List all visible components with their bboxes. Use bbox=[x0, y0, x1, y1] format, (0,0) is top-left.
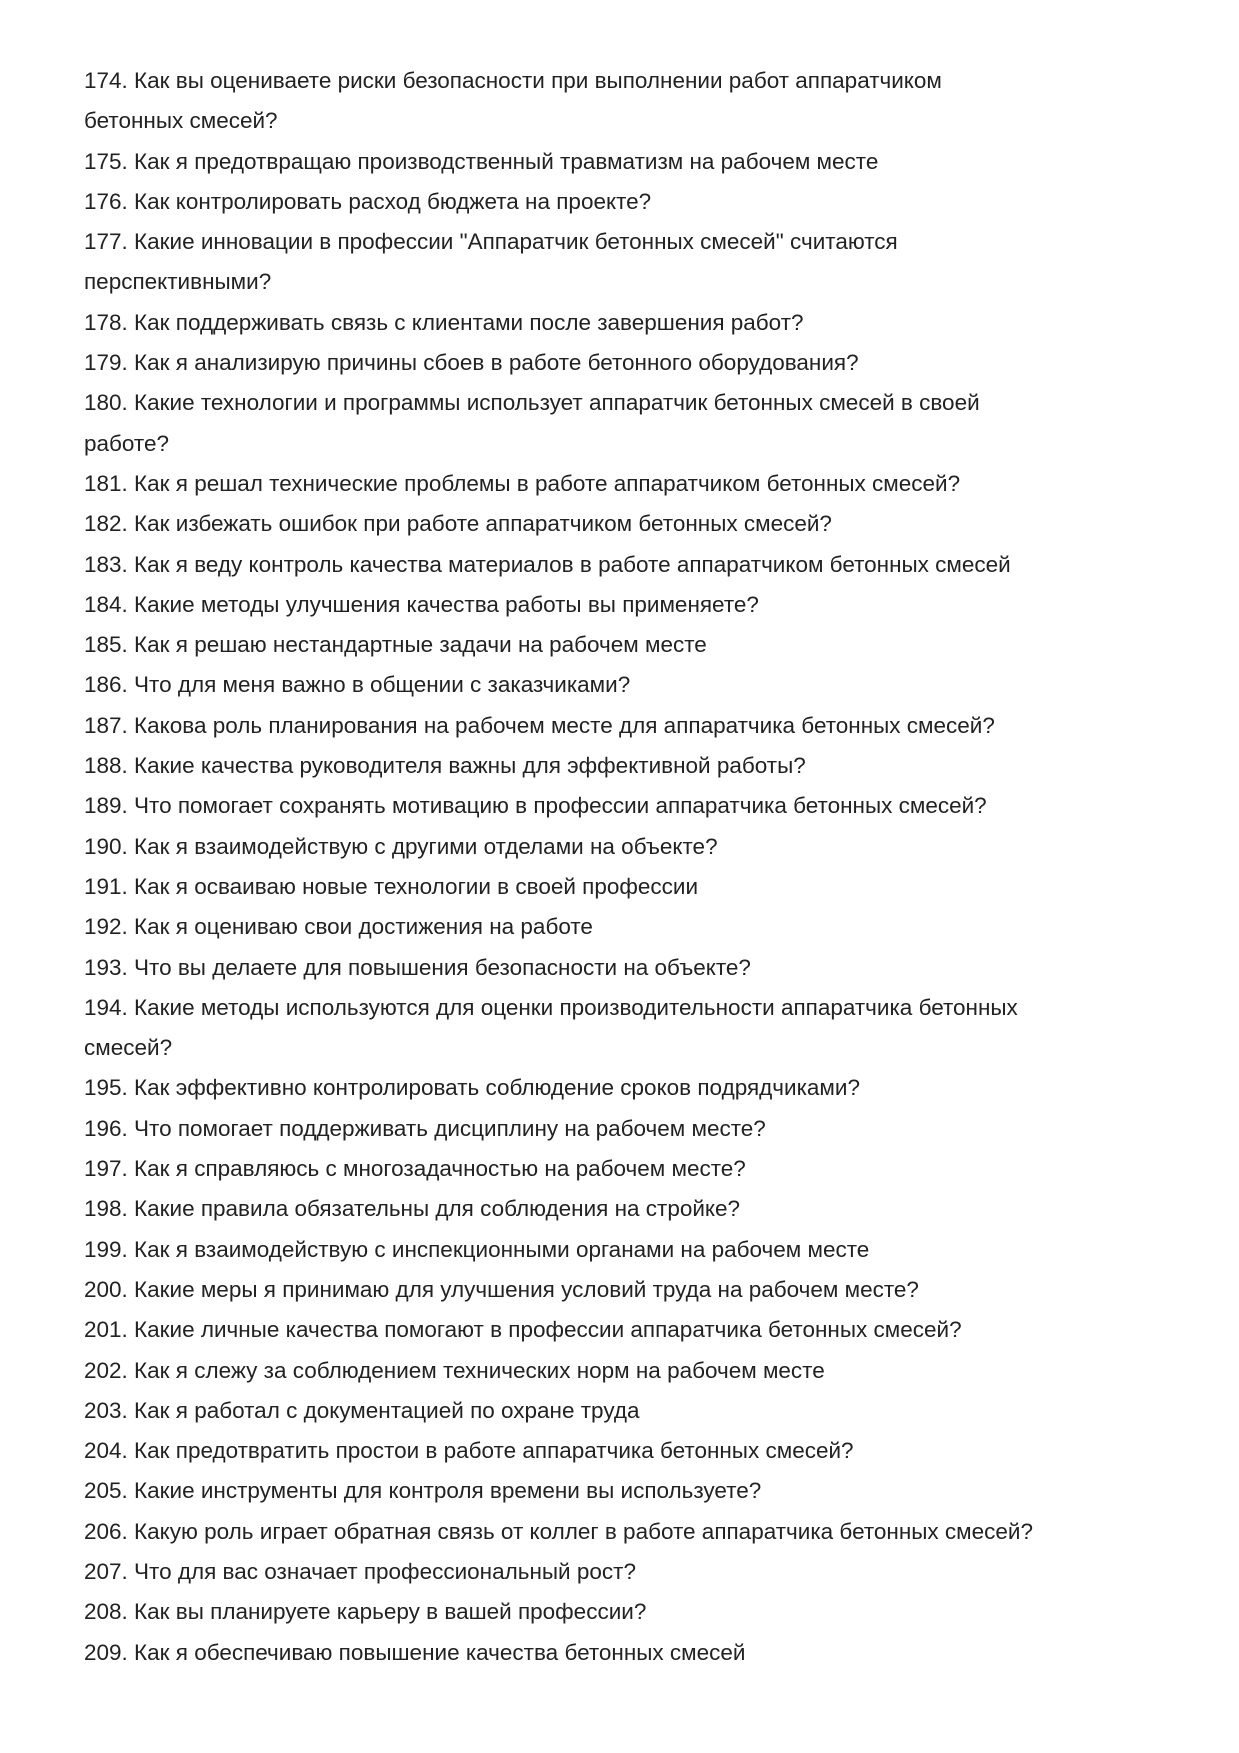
list-item bbox=[84, 827, 1033, 867]
question-text: 174. Как вы оцениваете риски безопасности при выполнении работ аппаратчиком bbox=[84, 68, 942, 93]
question-text: 178. Как поддерживать связь с клиентами после завершения работ? bbox=[84, 309, 804, 335]
question-text: 176. Как контролировать расход бюджета на проекте? bbox=[84, 188, 652, 214]
list-item bbox=[84, 1391, 1033, 1431]
question-text: 206. Какую роль играет обратная связь от коллег в работе аппаратчика бетонных смесей? bbox=[84, 1518, 1033, 1544]
list-item bbox=[84, 464, 1033, 504]
list-item bbox=[84, 1189, 1033, 1229]
question-text: 204. Как предотвратить простои в работе аппаратчика бетонных смесей? bbox=[84, 1438, 854, 1464]
list-item bbox=[84, 948, 1033, 988]
question-text: 205. Какие инструменты для контроля времени вы используете? bbox=[84, 1478, 762, 1504]
question-text: 208. Как вы планируете карьеру в вашей профессии? bbox=[84, 1599, 647, 1625]
question-text: 203. Как я работал с документацией по охране труда bbox=[84, 1397, 640, 1423]
question-text-continuation: бетонных смесей? bbox=[84, 108, 278, 134]
list-item bbox=[84, 222, 1033, 303]
question-text-continuation: перспективными? bbox=[84, 269, 272, 295]
list-item bbox=[84, 61, 1033, 142]
list-item bbox=[84, 1431, 1033, 1471]
list-item bbox=[84, 545, 1033, 585]
question-text: 182. Как избежать ошибок при работе аппаратчиком бетонных смесей? bbox=[84, 511, 832, 537]
question-text: 185. Как я решаю нестандартные задачи на рабочем месте bbox=[84, 632, 707, 658]
list-item bbox=[84, 383, 1033, 464]
list-item bbox=[84, 867, 1033, 907]
question-text-continuation: работе? bbox=[84, 430, 170, 456]
question-text: 189. Что помогает сохранять мотивацию в профессии аппаратчика бетонных смесей? bbox=[84, 793, 987, 819]
question-text: 202. Как я слежу за соблюдением технических норм на рабочем месте bbox=[84, 1357, 825, 1383]
list-item bbox=[84, 1592, 1033, 1632]
question-text: 179. Как я анализирую причины сбоев в работе бетонного оборудования? bbox=[84, 350, 859, 376]
question-text: 200. Какие меры я принимаю для улучшения условий труда на рабочем месте? bbox=[84, 1276, 919, 1302]
question-text: 187. Какова роль планирования на рабочем месте для аппаратчика бетонных смесей? bbox=[84, 712, 995, 738]
list-item bbox=[84, 1230, 1033, 1270]
list-item bbox=[84, 746, 1033, 786]
question-list bbox=[84, 61, 1033, 1673]
question-text: 196. Что помогает поддерживать дисциплину на рабочем месте? bbox=[84, 1115, 766, 1141]
list-item bbox=[84, 343, 1033, 383]
question-text: 181. Как я решал технические проблемы в работе аппаратчиком бетонных смесей? bbox=[84, 470, 961, 496]
question-text: 180. Какие технологии и программы использует аппаратчик бетонных смесей в своей bbox=[84, 390, 980, 416]
list-item bbox=[84, 786, 1033, 826]
list-item bbox=[84, 1068, 1033, 1108]
list-item bbox=[84, 665, 1033, 705]
question-text-continuation: смесей? bbox=[84, 1035, 173, 1061]
list-item bbox=[84, 1351, 1033, 1391]
list-item bbox=[84, 706, 1033, 746]
question-text: 197. Как я справляюсь с многозадачностью на рабочем месте? bbox=[84, 1156, 746, 1182]
list-item bbox=[84, 585, 1033, 625]
question-text: 199. Как я взаимодействую с инспекционными органами на рабочем месте bbox=[84, 1236, 870, 1262]
list-item bbox=[84, 625, 1033, 665]
list-item bbox=[84, 1310, 1033, 1350]
list-item bbox=[84, 907, 1033, 947]
question-text: 183. Как я веду контроль качества материалов в работе аппаратчиком бетонных смесей bbox=[84, 551, 1011, 577]
question-text: 194. Какие методы используются для оценки производительности аппаратчика бетонных bbox=[84, 994, 1018, 1020]
question-text: 193. Что вы делаете для повышения безопасности на объекте? bbox=[84, 954, 751, 980]
question-text: 209. Как я обеспечиваю повышение качества бетонных смесей bbox=[84, 1639, 746, 1665]
question-text: 195. Как эффективно контролировать соблюдение сроков подрядчиками? bbox=[84, 1075, 860, 1101]
question-text: 192. Как я оцениваю свои достижения на работе bbox=[84, 914, 593, 940]
question-text: 198. Какие правила обязательны для соблюдения на стройке? bbox=[84, 1196, 741, 1222]
list-item bbox=[84, 182, 1033, 222]
list-item bbox=[84, 142, 1033, 182]
question-text: 190. Как я взаимодействую с другими отделами на объекте? bbox=[84, 833, 718, 859]
question-text: 201. Какие личные качества помогают в профессии аппаратчика бетонных смесей? bbox=[84, 1317, 962, 1343]
list-item bbox=[84, 1512, 1033, 1552]
question-text: 177. Какие инновации в профессии "Аппаратчик бетонных смесей" считаются bbox=[84, 229, 898, 255]
list-item bbox=[84, 1270, 1033, 1310]
question-text: 207. Что для вас означает профессиональный рост? bbox=[84, 1558, 636, 1584]
list-item bbox=[84, 1633, 1033, 1673]
list-item bbox=[84, 303, 1033, 343]
list-item bbox=[84, 1149, 1033, 1189]
question-text: 191. Как я осваиваю новые технологии в своей профессии bbox=[84, 873, 699, 899]
question-text: 188. Какие качества руководителя важны для эффективной работы? bbox=[84, 753, 806, 779]
question-text: 184. Какие методы улучшения качества работы вы применяете? bbox=[84, 591, 759, 617]
list-item bbox=[84, 1552, 1033, 1592]
list-item bbox=[84, 1471, 1033, 1511]
list-item bbox=[84, 504, 1033, 544]
list-item bbox=[84, 988, 1033, 1069]
question-text: 175. Как я предотвращаю производственный травматизм на рабочем месте bbox=[84, 148, 879, 174]
list-item bbox=[84, 1109, 1033, 1149]
question-text: 186. Что для меня важно в общении с заказчиками? bbox=[84, 672, 631, 698]
